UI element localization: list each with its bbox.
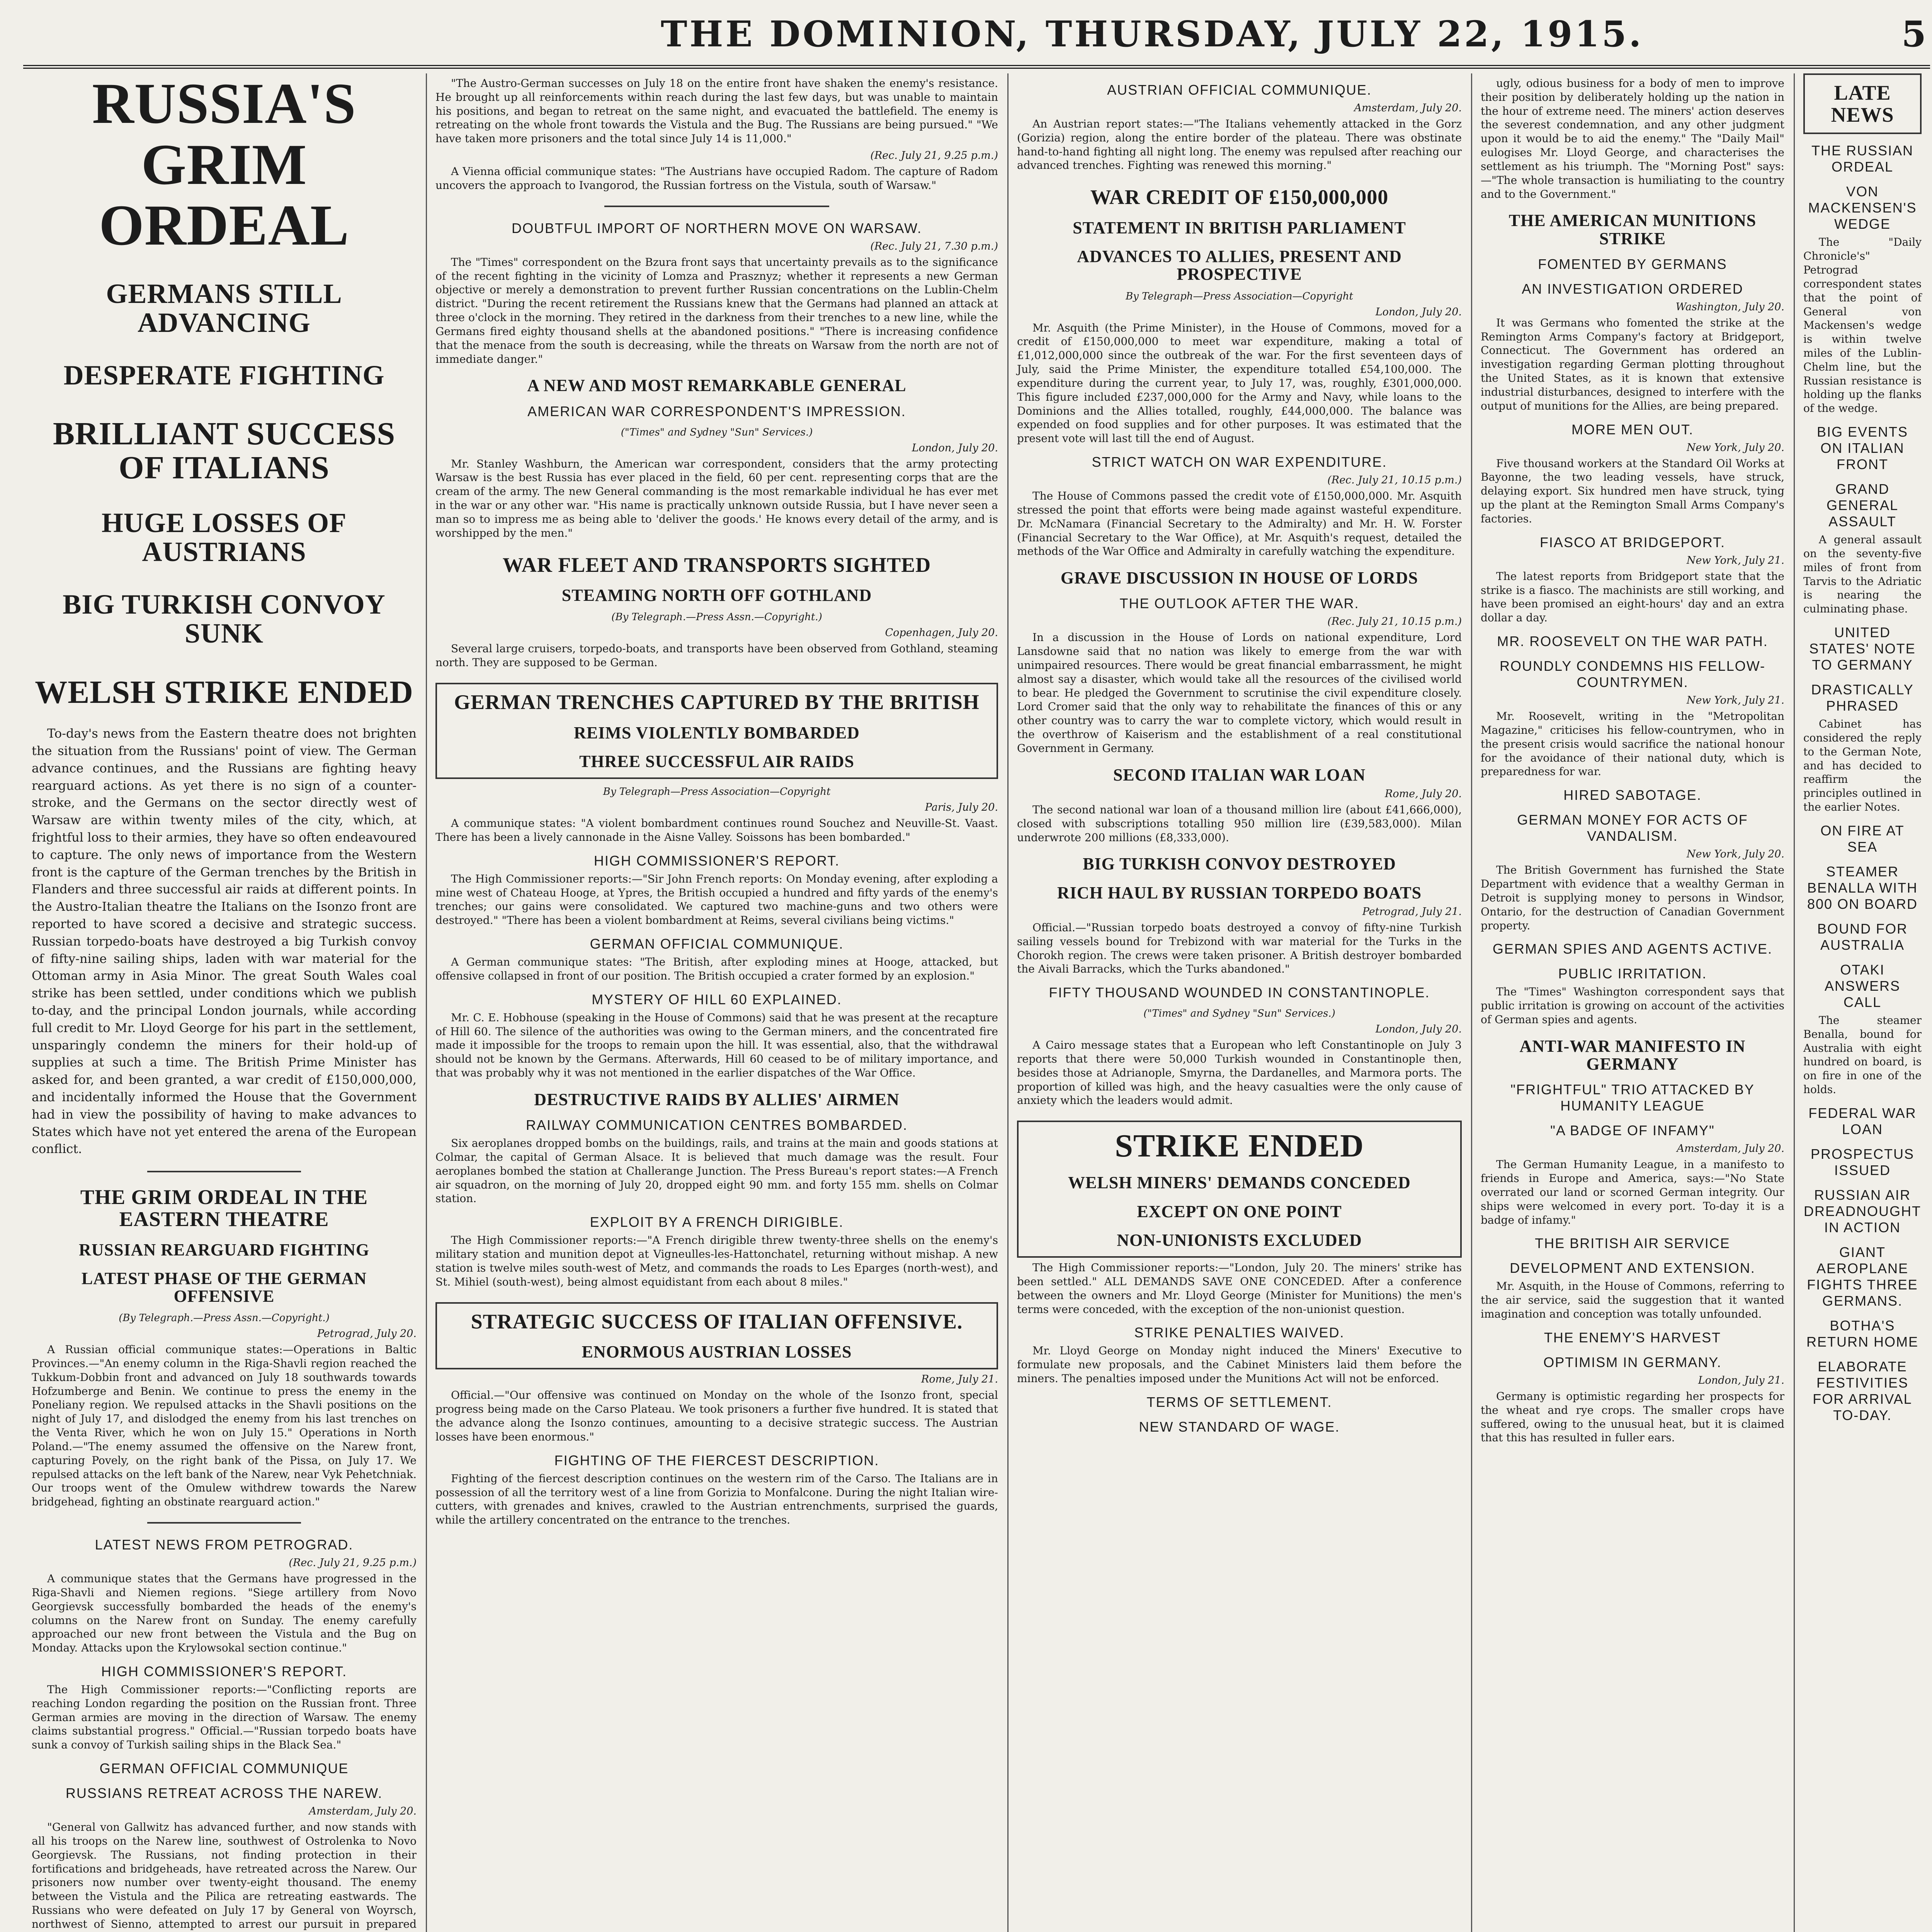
article-text: The British Government has furnished the State Department with evidence that a wealthy German in Detroit is supplying money to persons in Windsor, Ontario, for the destruction of Canadian Government property. [1481, 864, 1784, 932]
article-subhead: AUSTRIAN OFFICIAL COMMUNIQUE. [1107, 82, 1372, 98]
article-text: Mr. C. E. Hobhouse (speaking in the House of Commons) said that he was present at the recapture of Hill 60. The silence of the authorities was owing to the German miners, and the concentrated fire made it impossible for the troops to remain upon the hill. It was essential, also, that the withdrawal should not be known by the Germans. Afterwards, Hill 60 ceased to be of military importance, and that was probably why it was not mentioned in the earlier dispatches of the War Office. [435, 1011, 998, 1080]
article-text: The latest reports from Bridgeport state that the strike is a fiasco. The machinists are still working, and have been promised an eight-hours' day and an extra dollar a day. [1481, 570, 1784, 624]
dateline: London, July 20. [912, 442, 998, 454]
article-text: Germany is optimistic regarding her prospects for the wheat and rye crops. The smaller crops have suffered, owing to the unusual heat, but it is claimed that this has resulted in fuller ears. [1481, 1389, 1784, 1444]
lead-paragraph: To-day's news from the Eastern theatre does not brighten the situation from the Russians' point of view. The German advance continues, and the Russians are fighting heavy rearguard actions. As yet there is no sign of a counter-stroke, and the Germans on the sector directly west of Warsaw are within twenty miles of the city, which, at frightful loss to their armies, they have so often endeavoured to capture. The only news of importance from the Western front is the capture of the German trenches by the British in Flanders and three successful air raids at different points. In the Austro-Italian theatre the Italians on the Isonzo front are reported to have scored a decisive and strategic success. Russian torpedo-boats have destroyed a big Turkish convoy of fifty-nine sailing ships, laden with war material for the Ottoman army in Asia Minor. The great South Wales coal strike has been settled, under conditions which we publish to-day, and the principal London journals, while according full credit to Mr. Lloyd George for his part in the settlement, unsparingly condemn the miners for their hold-up of supplies at such a time. The British Prime Minister has asked for, and been granted, a war credit of £150,000,000, and incidentally informed the House that the Government had in view the possibility of having to make advances to States which have not yet entered the arena of the European conflict. [32, 726, 417, 1156]
dateline: Rome, July 21. [921, 1373, 998, 1386]
article-text: Mr. Asquith (the Prime Minister), in the House of Commons, moved for a credit of £150,000,000 to meet war expenditure, making a total of £1,012,000,000 since the outbreak of the war. For the first seventeen days of July, said the Prime Minister, the expenditure totalled £54,100,000. The expenditure during the current year, to July 17, was, roughly, £301,000,000. This figure included £237,000,000 for the Army and Navy, while loans to the Dominions and the Allies totalled, roughly, £44,000,000. The balance was expended on food supplies and for other purposes. It was estimated that the present vote will last till the end of August. [1017, 321, 1462, 445]
article-text: "General von Gallwitz has advanced further, and now stands with all his troops on the Narew line, southwest of Ostrolenka to Novo Georgievsk. The Russians, not finding protection in their fortifications and bridgeheads, have retreated across the Narew. Our prisoners now number over twenty-eight thousand. The enemy between the Vistula and the Pilica are retreating eastwards. The Russians who were defeated on July 17 by General von Woyrsch, northwest of Sienno, attempted to arrest our pursuit in prepared [32, 1821, 417, 1930]
article-subhead: PUBLIC IRRITATION. [1558, 966, 1707, 982]
dateline: Copenhagen, July 20. [885, 627, 998, 639]
dateline: New York, July 21. [1686, 554, 1784, 566]
article-subhead: STATEMENT IN BRITISH PARLIAMENT [1073, 218, 1406, 237]
article-text: The High Commissioner reports:—"London, July 20. The miners' strike has been settled." ALL DEMANDS SAVE ONE CONCEDED. After a conference between the owners and Mr. Lloyd George (Minister for Munitions) the men's terms were conceded, with the exception of the non-unionist question. [1017, 1261, 1462, 1316]
dateline: Amsterdam, July 20. [1677, 1143, 1784, 1155]
article-headline: A NEW AND MOST REMARKABLE GENERAL [527, 376, 906, 395]
article-subhead: "FRIGHTFUL" TRIO ATTACKED BY HUMANITY LEAGUE [1510, 1082, 1755, 1114]
article-subhead: FEDERAL WAR LOAN [1808, 1105, 1917, 1137]
article-subhead: NEW STANDARD OF WAGE. [1139, 1418, 1340, 1435]
masthead-title: THE DOMINION, THURSDAY, JULY 22, 1915. [661, 13, 1644, 55]
headline-deck: BRILLIANT SUCCESS OF ITALIANS [53, 416, 396, 486]
article-subhead: MR. ROOSEVELT ON THE WAR PATH. [1497, 633, 1768, 650]
late-news-box [1803, 73, 1922, 134]
article-headline: DESTRUCTIVE RAIDS BY ALLIES' AIRMEN [534, 1090, 900, 1109]
article-text: Official.—"Russian torpedo boats destroyed a convoy of fifty-nine Turkish sailing vessels bound for Trebizond with war material for the Turks in the Chorokh region. The crews were taken prisoner. A British destroyer bombarded the Aivali Barracks, which the Turks abandoned." [1017, 921, 1462, 976]
headline-deck: WELSH STRIKE ENDED [35, 674, 413, 711]
article-headline: STRATEGIC SUCCESS OF ITALIAN OFFENSIVE. [471, 1310, 963, 1333]
article-subhead: RUSSIANS RETREAT ACROSS THE NAREW. [65, 1785, 383, 1801]
dateline: New York, July 20. [1686, 441, 1784, 454]
article-text: The High Commissioner reports:—"A French dirigible threw twenty-three shells on the enemy's military station and munition depot at Vigneulles-les-Hattonchatel, returning without mishap. A new station is twelve miles south-west of Metz, and commands the roads to Les Eparges (north-west), and St. Mihiel (south-west), being almost equidistant from each about 8 miles." [435, 1234, 998, 1288]
article-text: Several large cruisers, torpedo-boats, and transports have been observed from Gothland, steaming north. They are supposed to be German. [435, 642, 998, 669]
article-headline: SECOND ITALIAN WAR LOAN [1113, 765, 1366, 784]
article-text: Cabinet has considered the reply to the German Note, and has decided to reaffirm the principles outlined in the earlier Notes. [1803, 718, 1922, 814]
article-subhead: THE ENEMY'S HARVEST [1544, 1329, 1721, 1345]
article-subhead: FIGHTING OF THE FIERCEST DESCRIPTION. [554, 1452, 879, 1468]
boxed-article [435, 1302, 998, 1370]
article-text: A Cairo message states that a European who left Constantinople on July 3 reports that there were 50,000 Turkish wounded in Constantinople then, besides those at Adrianople, Smyrna, the Dardanelles, and Marmora ports. The proportion of killed was high, and the heavy casualties were the only cause of anxiety which the leaders would admit. [1017, 1039, 1462, 1107]
article-subhead: MORE MEN OUT. [1571, 421, 1694, 437]
byline: By Telegraph—Press Association—Copyright [1126, 290, 1353, 302]
article-subhead: AMERICAN WAR CORRESPONDENT'S IMPRESSION. [527, 403, 906, 419]
column-4 [1472, 73, 1793, 1932]
article-subhead: BIG EVENTS ON ITALIAN FRONT [1816, 424, 1908, 473]
article-subhead: ROUNDLY CONDEMNS HIS FELLOW-COUNTRYMEN. [1499, 658, 1766, 690]
article-subhead: STRICT WATCH ON WAR EXPENDITURE. [1092, 454, 1387, 470]
article-text: A German communique states: "The British, after exploding mines at Hooge, attacked, but offensive collapsed in front of our position. The British occupied a crater formed by an explosion." [435, 956, 998, 982]
article-text: The "Daily Chronicle's" Petrograd correspondent states that the point of General von Mackensen's wedge is within twelve miles of the Lublin-Chelm line, but the Russian resistance is holding up the flanks of the wedge. [1803, 236, 1922, 415]
article-subhead: FOMENTED BY GERMANS [1538, 256, 1727, 272]
article-text: In a discussion in the House of Lords on national expenditure, Lord Lansdowne said that no nation was likely to emerge from the war with unimpaired resources. There would be great financial embarrassment, he might almost say a disaster, which would take all the resources of the civilised world to bear. He pledged the Government to scrutinise the civil expenditure closely. Lord Cromer said that the only way to rehabilitate the finances of this or any other country was to carry the war to complete victory, which would result in the overthrow of Kaiserism and the establishment of a real constitutional Government in Germany. [1017, 631, 1462, 755]
article-headline: GERMAN TRENCHES CAPTURED BY THE BRITISH [454, 690, 980, 714]
article-text: A general assault on the seventy-five miles of front from Tarvis to the Adriatic is nearing the culminating phase. [1803, 533, 1922, 616]
byline: (By Telegraph.—Press Assn.—Copyright.) [611, 611, 822, 623]
article-headline: STRIKE ENDED [1115, 1128, 1364, 1164]
article-text: Mr. Asquith, in the House of Commons, referring to the air service, said the suggestion that it wanted imagination and conception was totally unfounded. [1481, 1280, 1784, 1321]
article-subhead: ELABORATE FESTIVITIES FOR ARRIVAL TO-DAY. [1813, 1358, 1912, 1423]
article-subhead: THE BRITISH AIR SERVICE [1535, 1235, 1730, 1252]
article-subhead: GRAND GENERAL ASSAULT [1826, 481, 1899, 530]
dateline: (Rec. July 21, 9.25 p.m.) [870, 150, 998, 162]
article-headline: THE AMERICAN MUNITIONS STRIKE [1509, 211, 1757, 248]
article-subhead: ADVANCES TO ALLIES, PRESENT AND PROSPECTIVE [1077, 247, 1402, 284]
article-headline: BIG TURKISH CONVOY DESTROYED [1083, 854, 1396, 874]
masthead [23, 7, 1930, 69]
article-text: Fighting of the fiercest description continues on the western rim of the Carso. The Italians are in possession of all the territory west of a line from Gorizia to Monfalcone. During the night Italian wire-cutters, with grenades and knives, crawled to the Austrian entrenchments, surprised the guards, while the artillery concentrated on the entrance to the trenches. [435, 1472, 998, 1527]
byline: ("Times" and Sydney "Sun" Services.) [1143, 1008, 1335, 1020]
article-subhead: BOUND FOR AUSTRALIA [1817, 920, 1908, 953]
article-subhead: GERMAN OFFICIAL COMMUNIQUE [99, 1760, 349, 1777]
article-text: The German Humanity League, in a manifesto to friends in Europe and America, says:—"No State overrated our land or scorned German integrity. Our ships were welcomed in every port. To-day it is a badge of infamy." [1481, 1158, 1784, 1226]
dateline: (Rec. July 21, 10.15 p.m.) [1327, 474, 1462, 486]
article-subhead: LATEST PHASE OF THE GERMAN OFFENSIVE [81, 1269, 367, 1306]
article-text: ugly, odious business for a body of men to improve their position by deliberately holding up the nation in the hour of extreme need. The miners' action deserves the severest condemnation, and any other judgment upon it would be to aid the enemy." The "Daily Mail" eulogises Mr. Lloyd George, and characterises the settlement as his triumph. The "Morning Post" says:—"The whole transaction is humiliating to the country and to the Government." [1481, 77, 1784, 201]
article-subhead: UNITED STATES' NOTE TO GERMANY [1809, 624, 1916, 673]
article-subhead: THE RUSSIAN ORDEAL [1811, 143, 1914, 175]
article-subhead: STEAMING NORTH OFF GOTHLAND [561, 586, 872, 605]
article-headline: ANTI-WAR MANIFESTO IN GERMANY [1519, 1036, 1746, 1074]
article-subhead: EXPLOIT BY A FRENCH DIRIGIBLE. [590, 1214, 844, 1230]
article-subhead: RUSSIAN REARGUARD FIGHTING [78, 1240, 370, 1259]
main-headline: RUSSIA'S GRIM ORDEAL [92, 73, 356, 257]
article-subhead: STRIKE PENALTIES WAIVED. [1134, 1325, 1345, 1341]
boxed-article [435, 683, 998, 779]
article-subhead: "A BADGE OF INFAMY" [1550, 1122, 1715, 1139]
article-subhead: OTAKI ANSWERS CALL [1824, 961, 1901, 1010]
column-5 [1795, 73, 1930, 1932]
article-headline: WAR CREDIT OF £150,000,000 [1090, 185, 1389, 209]
separator [147, 1522, 301, 1524]
article-subhead: ON FIRE AT SEA [1820, 822, 1905, 855]
article-subhead: DOUBTFUL IMPORT OF NORTHERN MOVE ON WARSAW. [511, 220, 922, 236]
article-text: A communique states: "A violent bombardment continues round Souchez and Neuville-St. Vaast. There has been a lively cannonade in the Aisne Valley. Soissons has been bombarded." [435, 817, 998, 844]
article-subhead: OPTIMISM IN GERMANY. [1543, 1354, 1722, 1370]
article-text: A communique states that the Germans have progressed in the Riga-Shavli and Niemen regions. "Siege artillery from Novo Georgievsk successfully bombarded the heads of the enemy's columns on the Narew front on Sunday. The enemy carefully approached our new front between the Vistula and the Bug on Monday. Attacks upon the Krylowsokal section continue." [32, 1572, 417, 1655]
article-headline: THE GRIM ORDEAL IN THE EASTERN THEATRE [80, 1185, 368, 1231]
article-subhead: FIFTY THOUSAND WOUNDED IN CONSTANTINOPLE. [1049, 985, 1430, 1001]
article-text: The steamer Benalla, bound for Australia with eight hundred on board, is on fire in one of the holds. [1803, 1014, 1922, 1096]
article-subhead: DEVELOPMENT AND EXTENSION. [1510, 1260, 1755, 1276]
article-subhead: THREE SUCCESSFUL AIR RAIDS [579, 752, 854, 771]
article-text: A Russian official communique states:—Operations in Baltic Provinces.—"An enemy column in the Riga-Shavli region reached the Tukkum-Dobbin front and advanced on July 18 southwards towards Hofzumberge and Benin. We continue to press the enemy in the Poneliany region. We repulsed attacks in the Shavli positions on the night of July 17, and dislodged the enemy from his last trenches on the Venta River, which he won on July 15." Operations in North Poland.—"The enemy assumed the offensive on the Narew front, capturing Povely, on the right bank of the Pissa, on July 17. We repulsed attacks on the left bank of the Narew, near Vyk Pehetchniak. Our troops went of the Omulew withdrew towards the Narew bridgehead, fighting an obstinate rearguard action." [32, 1343, 417, 1509]
article-subhead: STEAMER BENALLA WITH 800 ON BOARD [1807, 863, 1918, 912]
article-subhead: VON MACKENSEN'S WEDGE [1808, 184, 1917, 232]
article-subhead: RAILWAY COMMUNICATION CENTRES BOMBARDED. [526, 1117, 908, 1133]
article-subhead: FIASCO AT BRIDGEPORT. [1539, 534, 1726, 550]
dateline: New York, July 20. [1686, 848, 1784, 861]
dateline: London, July 20. [1375, 306, 1462, 318]
article-subhead: PROSPECTUS ISSUED [1810, 1146, 1915, 1178]
article-text: It was Germans who fomented the strike at the Remington Arms Company's factory at Bridgeport, Connecticut. The Government has ordered an investigation regarding German plotting throughout the United States, as it is known that extensive industrial disturbances, designed to interfere with the output of munitions for the Allies, are being prepared. [1481, 316, 1784, 412]
article-subhead: RICH HAUL BY RUSSIAN TORPEDO BOATS [1057, 883, 1422, 902]
dateline: Amsterdam, July 20. [309, 1805, 417, 1818]
article-text: An Austrian report states:—"The Italians vehemently attacked in the Gorz (Gorizia) region, along the entire border of the plateau. There was obstinate hand-to-hand fighting all night long. The enemy was repulsed after reaching our advanced trenches. Fighting was renewed this morning." [1017, 117, 1462, 172]
article-text: The House of Commons passed the credit vote of £150,000,000. Mr. Asquith stressed the point that efforts were being made against wasteful expenditure. Dr. McNamara (Financial Secretary to the Admiralty) and Mr. H. W. Forster (Financial Secretary to the War Office), at Mr. Asquith's request, detailed the methods of the War Office and Admiralty in carefully watching the expenditure. [1017, 490, 1462, 558]
dateline: Amsterdam, July 20. [1354, 102, 1462, 114]
article-subhead: AN INVESTIGATION ORDERED [1522, 281, 1743, 297]
byline: By Telegraph—Press Association—Copyright [603, 786, 831, 798]
dateline: Washington, July 20. [1675, 301, 1784, 313]
dateline: Rome, July 20. [1385, 787, 1462, 800]
separator [604, 206, 829, 207]
article-subhead: ENORMOUS AUSTRIAN LOSSES [582, 1342, 852, 1362]
column-3 [1009, 73, 1470, 1932]
article-subhead: GERMAN OFFICIAL COMMUNIQUE. [590, 936, 844, 952]
headline-deck: HUGE LOSSES OF AUSTRIANS [101, 507, 347, 568]
article-subhead: TERMS OF SETTLEMENT. [1146, 1394, 1332, 1410]
dateline: London, July 21. [1698, 1374, 1784, 1386]
article-subhead: RUSSIAN AIR DREADNOUGHT IN ACTION [1803, 1187, 1921, 1235]
article-subhead: WELSH MINERS' DEMANDS CONCEDED [1068, 1173, 1411, 1192]
article-text: The High Commissioner reports:—"Conflicting reports are reaching London regarding the position on the Russian front. Three German armies are moving in the direction of Warsaw. The enemy claims substantial progress." Official.—"Russian torpedo boats have sunk a convoy of Turkish sailing ships in the Black Sea." [32, 1683, 417, 1752]
separator [147, 1171, 301, 1172]
column-2 [427, 73, 1007, 1932]
article-subhead: GERMAN MONEY FOR ACTS OF VANDALISM. [1517, 812, 1748, 844]
dateline: Petrograd, July 20. [317, 1328, 417, 1340]
headline-deck: BIG TURKISH CONVOY SUNK [63, 588, 386, 649]
article-text: Mr. Stanley Washburn, the American war correspondent, considers that the army protecting Warsaw is the best Russia has ever placed in the field, 60 per cent. representing corps that are the cream of the army. The new General commanding is the most remarkable individual he has ever met in the war or any other war. "His name is practically unknown outside Russia, but I have never seen a man so to impress me as being able to 'deliver the goods.' He knows every detail of the army, and is worshipped by the men." [435, 457, 998, 539]
byline: ("Times" and Sydney "Sun" Services.) [621, 426, 813, 438]
article-subhead: GIANT AEROPLANE FIGHTS THREE GERMANS. [1807, 1244, 1918, 1309]
article-text: The second national war loan of a thousand million lire (about £41,666,000), closed with subscriptions totalling 950 million lire (£39,583,000). Milan underwrote 200 millions (£8,333,000). [1017, 803, 1462, 844]
dateline: Paris, July 20. [925, 801, 998, 814]
article-text: The High Commissioner reports:—"Sir John French reports: On Monday evening, after exploding a mine west of Chateau Hooge, at Ypres, the British occupied a hundred and fifty yards of the enemy's trenches; our gains were consolidated. We captured two machine-guns and two others were destroyed." "There has been a violent bombardment at Reims, several civilians being victims." [435, 872, 998, 927]
article-subhead: HIRED SABOTAGE. [1563, 787, 1702, 803]
article-text: Mr. Lloyd George on Monday night induced the Miners' Executive to formulate new proposals, and the Cabinet Ministers laid them before the miners. The penalties imposed under the Munitions Act will not be enforced. [1017, 1344, 1462, 1385]
dateline: Petrograd, July 21. [1362, 905, 1462, 918]
headline-deck: GERMANS STILL ADVANCING [106, 278, 342, 338]
article-text: Mr. Roosevelt, writing in the "Metropolitan Magazine," criticises his fellow-countrymen, who in the present crisis would sacrifice the national honour for the avoidance of their national duty, which is preparedness for war. [1481, 710, 1784, 778]
article-text: The "Times" Washington correspondent says that public irritation is growing on account of the activities of German spies and agents. [1481, 985, 1784, 1026]
article-text: A Vienna official communique states: "The Austrians have occupied Radom. The capture of Radom uncovers the approach to Ivangorod, the Russian fortress on the Vistula, south of Warsaw." [435, 165, 998, 192]
article-text: Official.—"Our offensive was continued on Monday on the whole of the Isonzo front, special progress being made on the Carso Plateau. We took prisoners a further five hundred. It is stated that the advance along the Isonzo continues, amounting to a decisive strategic success. The Austrian losses have been enormous." [435, 1389, 998, 1443]
article-text: Six aeroplanes dropped bombs on the buildings, rails, and trains at the main and goods stations at Colmar, the capital of German Alsace. It is believed that much damage was the result. Four aeroplanes bombed the station at Challerange Junction. The Press Bureau's report states:—A French air squadron, on the morning of July 20, dropped eight 90 mm. and forty 155 mm. shells on Colmar station. [435, 1137, 998, 1205]
page-number: 5 [1901, 13, 1926, 55]
late-news-heading: LATE NEWS [1831, 81, 1894, 126]
article-text: Five thousand workers at the Standard Oil Works at Bayonne, the two leading vessels, have struck, delaying export. Six hundred men have struck, tying up the plant at the Remington Small Arms Company's factories. [1481, 457, 1784, 525]
article-subhead: HIGH COMMISSIONER'S REPORT. [101, 1663, 347, 1679]
article-subhead: HIGH COMMISSIONER'S REPORT. [594, 852, 840, 869]
article-subhead: EXCEPT ON ONE POINT [1137, 1202, 1342, 1221]
article-subhead: THE OUTLOOK AFTER THE WAR. [1119, 595, 1359, 612]
boxed-article [1017, 1121, 1462, 1258]
dateline: (Rec. July 21, 7.30 p.m.) [870, 240, 998, 252]
article-text: "The Austro-German successes on July 18 on the entire front have shaken the enemy's resistance. He brought up all reinforcements within reach during the last few days, but was unable to maintain his positions, and began to retreat on the same night, and evacuated the battlefield. The enemy is retreating on the whole front towards the Vistula and the Bug. The Russians are being pursued." "We have taken more prisoners and the total since July 14 is 11,000." [435, 77, 998, 145]
article-subhead: NON-UNIONISTS EXCLUDED [1117, 1230, 1362, 1250]
article-headline: WAR FLEET AND TRANSPORTS SIGHTED [502, 553, 931, 577]
article-subhead: MYSTERY OF HILL 60 EXPLAINED. [592, 991, 842, 1007]
byline: (By Telegraph.—Press Assn.—Copyright.) [119, 1312, 330, 1324]
dateline: New York, July 21. [1686, 694, 1784, 707]
article-subhead: GERMAN SPIES AND AGENTS ACTIVE. [1492, 941, 1773, 957]
article-subhead: BOTHA'S RETURN HOME [1806, 1317, 1918, 1350]
headline-deck: DESPERATE FIGHTING [63, 359, 385, 391]
column-1 [23, 73, 425, 1932]
dateline: London, July 20. [1375, 1023, 1462, 1036]
article-text: The "Times" correspondent on the Bzura front says that uncertainty prevails as to the significance of the recent fighting in the vicinity of Lomza and Prasznyz; whether it represents a new German objective or merely a demonstration to prevent further Russian concentrations on the Lublin-Chelm district. "During the recent retirement the Russians knew that the Germans had planned an attack at three o'clock in the morning. They retired in the darkness from their trenches to a new line, while the Germans fired eighty thousand shells at the abandoned positions." "There is increasing confidence that the menace from the south is decreasing, while the threats on Warsaw from the north are not of immediate danger." [435, 255, 998, 366]
article-headline: GRAVE DISCUSSION IN HOUSE OF LORDS [1060, 568, 1418, 588]
article-subhead: REIMS VIOLENTLY BOMBARDED [574, 723, 860, 742]
dateline: (Rec. July 21, 9.25 p.m.) [289, 1557, 417, 1569]
article-subhead: DRASTICALLY PHRASED [1811, 682, 1914, 714]
article-subhead: LATEST NEWS FROM PETROGRAD. [95, 1537, 354, 1553]
dateline: (Rec. July 21, 10.15 p.m.) [1327, 616, 1462, 628]
